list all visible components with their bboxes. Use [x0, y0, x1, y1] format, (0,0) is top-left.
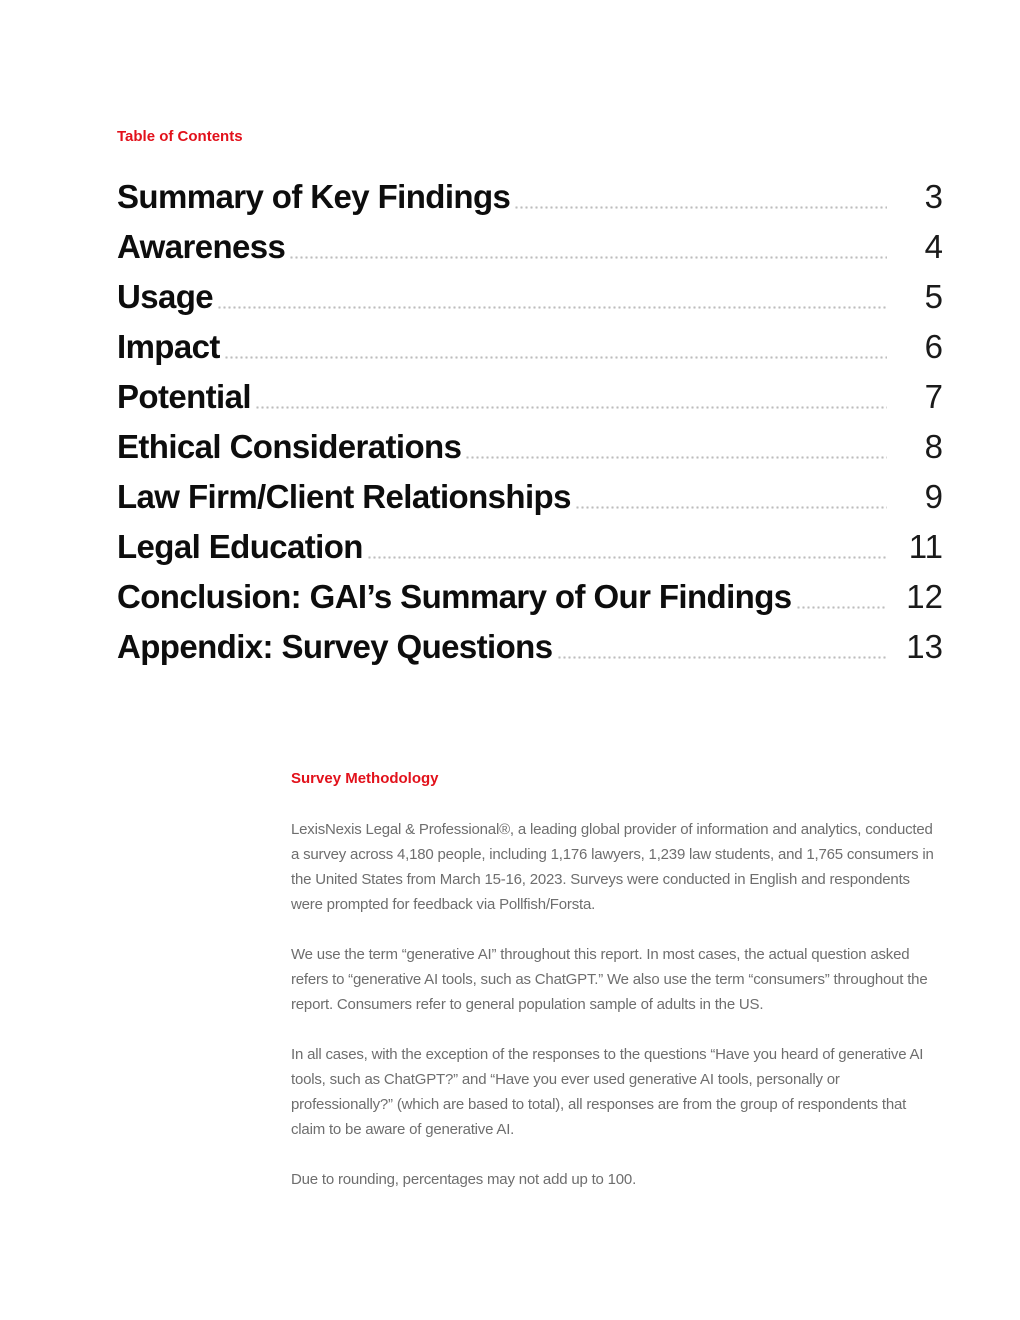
- toc-entry-ethical-considerations[interactable]: [117, 422, 943, 472]
- toc-entry-page[interactable]: 7: [924, 378, 943, 415]
- toc-dot-leader: [255, 406, 887, 409]
- toc-entry-potential[interactable]: [117, 372, 943, 422]
- toc-list: [117, 172, 943, 672]
- toc-entry-page[interactable]: 13: [906, 628, 943, 665]
- toc-entry-title[interactable]: Law Firm/Client Relationships: [117, 478, 571, 515]
- toc-entry-title[interactable]: Usage: [117, 278, 214, 315]
- toc-entry-page[interactable]: 6: [924, 328, 943, 365]
- toc-dot-leader: [465, 456, 887, 459]
- toc-entry-law-firm-client-relationships[interactable]: [117, 472, 943, 522]
- toc-entry-title[interactable]: Ethical Considerations: [117, 428, 462, 465]
- toc-entry-impact[interactable]: [117, 322, 943, 372]
- toc-entry-summary-of-key-findings[interactable]: [117, 172, 943, 222]
- toc-entry-page[interactable]: 11: [908, 528, 943, 565]
- toc-entry-awareness[interactable]: [117, 222, 943, 272]
- toc-entry-page[interactable]: 12: [906, 578, 943, 615]
- toc-entry-legal-education[interactable]: [117, 522, 943, 572]
- toc-entry-title[interactable]: Potential: [117, 378, 251, 415]
- toc-entry-page[interactable]: 3: [924, 178, 943, 215]
- toc-entry-page[interactable]: 5: [924, 278, 943, 315]
- methodology-paragraph: In all cases, with the exception of the responses to the questions “Have you heard of generative AI tools, such as ChatGPT?” and “Have you ever used generative AI tools, personally or professionally?” (which are based to total), all responses are from the group of respondents that claim to be aware of generative AI.: [291, 1046, 924, 1138]
- toc-heading: Table of Contents: [117, 128, 243, 145]
- toc-dot-leader: [367, 556, 887, 559]
- toc-entry-usage[interactable]: [117, 272, 943, 322]
- methodology-heading: Survey Methodology: [291, 770, 439, 787]
- toc-entry-conclusion[interactable]: [117, 572, 943, 622]
- toc-entry-title[interactable]: Awareness: [117, 228, 286, 265]
- methodology-paragraph: LexisNexis Legal & Professional®, a leading global provider of information and analytics, conducted a survey across 4,180 people, including 1,176 lawyers, 1,239 law students, and 1,765 consumers in the United States from March 15-16, 2023. Surveys were conducted in English and respondents were prompted for feedback via Pollfish/Forsta.: [291, 821, 934, 913]
- toc-dot-leader: [217, 306, 887, 309]
- toc-dot-leader: [557, 656, 888, 659]
- toc-entry-title[interactable]: Conclusion: GAI’s Summary of Our Findings: [117, 578, 792, 615]
- methodology-paragraph: Due to rounding, percentages may not add up to 100.: [291, 1171, 637, 1188]
- toc-entry-page[interactable]: 8: [924, 428, 943, 465]
- toc-entry-title[interactable]: Summary of Key Findings: [117, 178, 511, 215]
- toc-entry-title[interactable]: Legal Education: [117, 528, 363, 565]
- toc-entry-page[interactable]: 4: [924, 228, 943, 265]
- toc-dot-leader: [796, 606, 887, 609]
- toc-entry-title[interactable]: Appendix: Survey Questions: [117, 628, 553, 665]
- survey-methodology: [291, 770, 943, 1217]
- toc-dot-leader: [514, 206, 887, 209]
- toc-entry-page[interactable]: 9: [924, 478, 943, 515]
- toc-dot-leader: [289, 256, 887, 259]
- toc-dot-leader: [575, 506, 887, 509]
- toc-entry-appendix[interactable]: [117, 622, 943, 672]
- toc-entry-title[interactable]: Impact: [117, 328, 220, 365]
- methodology-paragraph: We use the term “generative AI” throughout this report. In most cases, the actual question asked refers to “generative AI tools, such as ChatGPT.” We also use the term “consumers” throughout the report. Consumers refer to general population sample of adults in the US.: [291, 946, 928, 1013]
- toc-dot-leader: [224, 356, 887, 359]
